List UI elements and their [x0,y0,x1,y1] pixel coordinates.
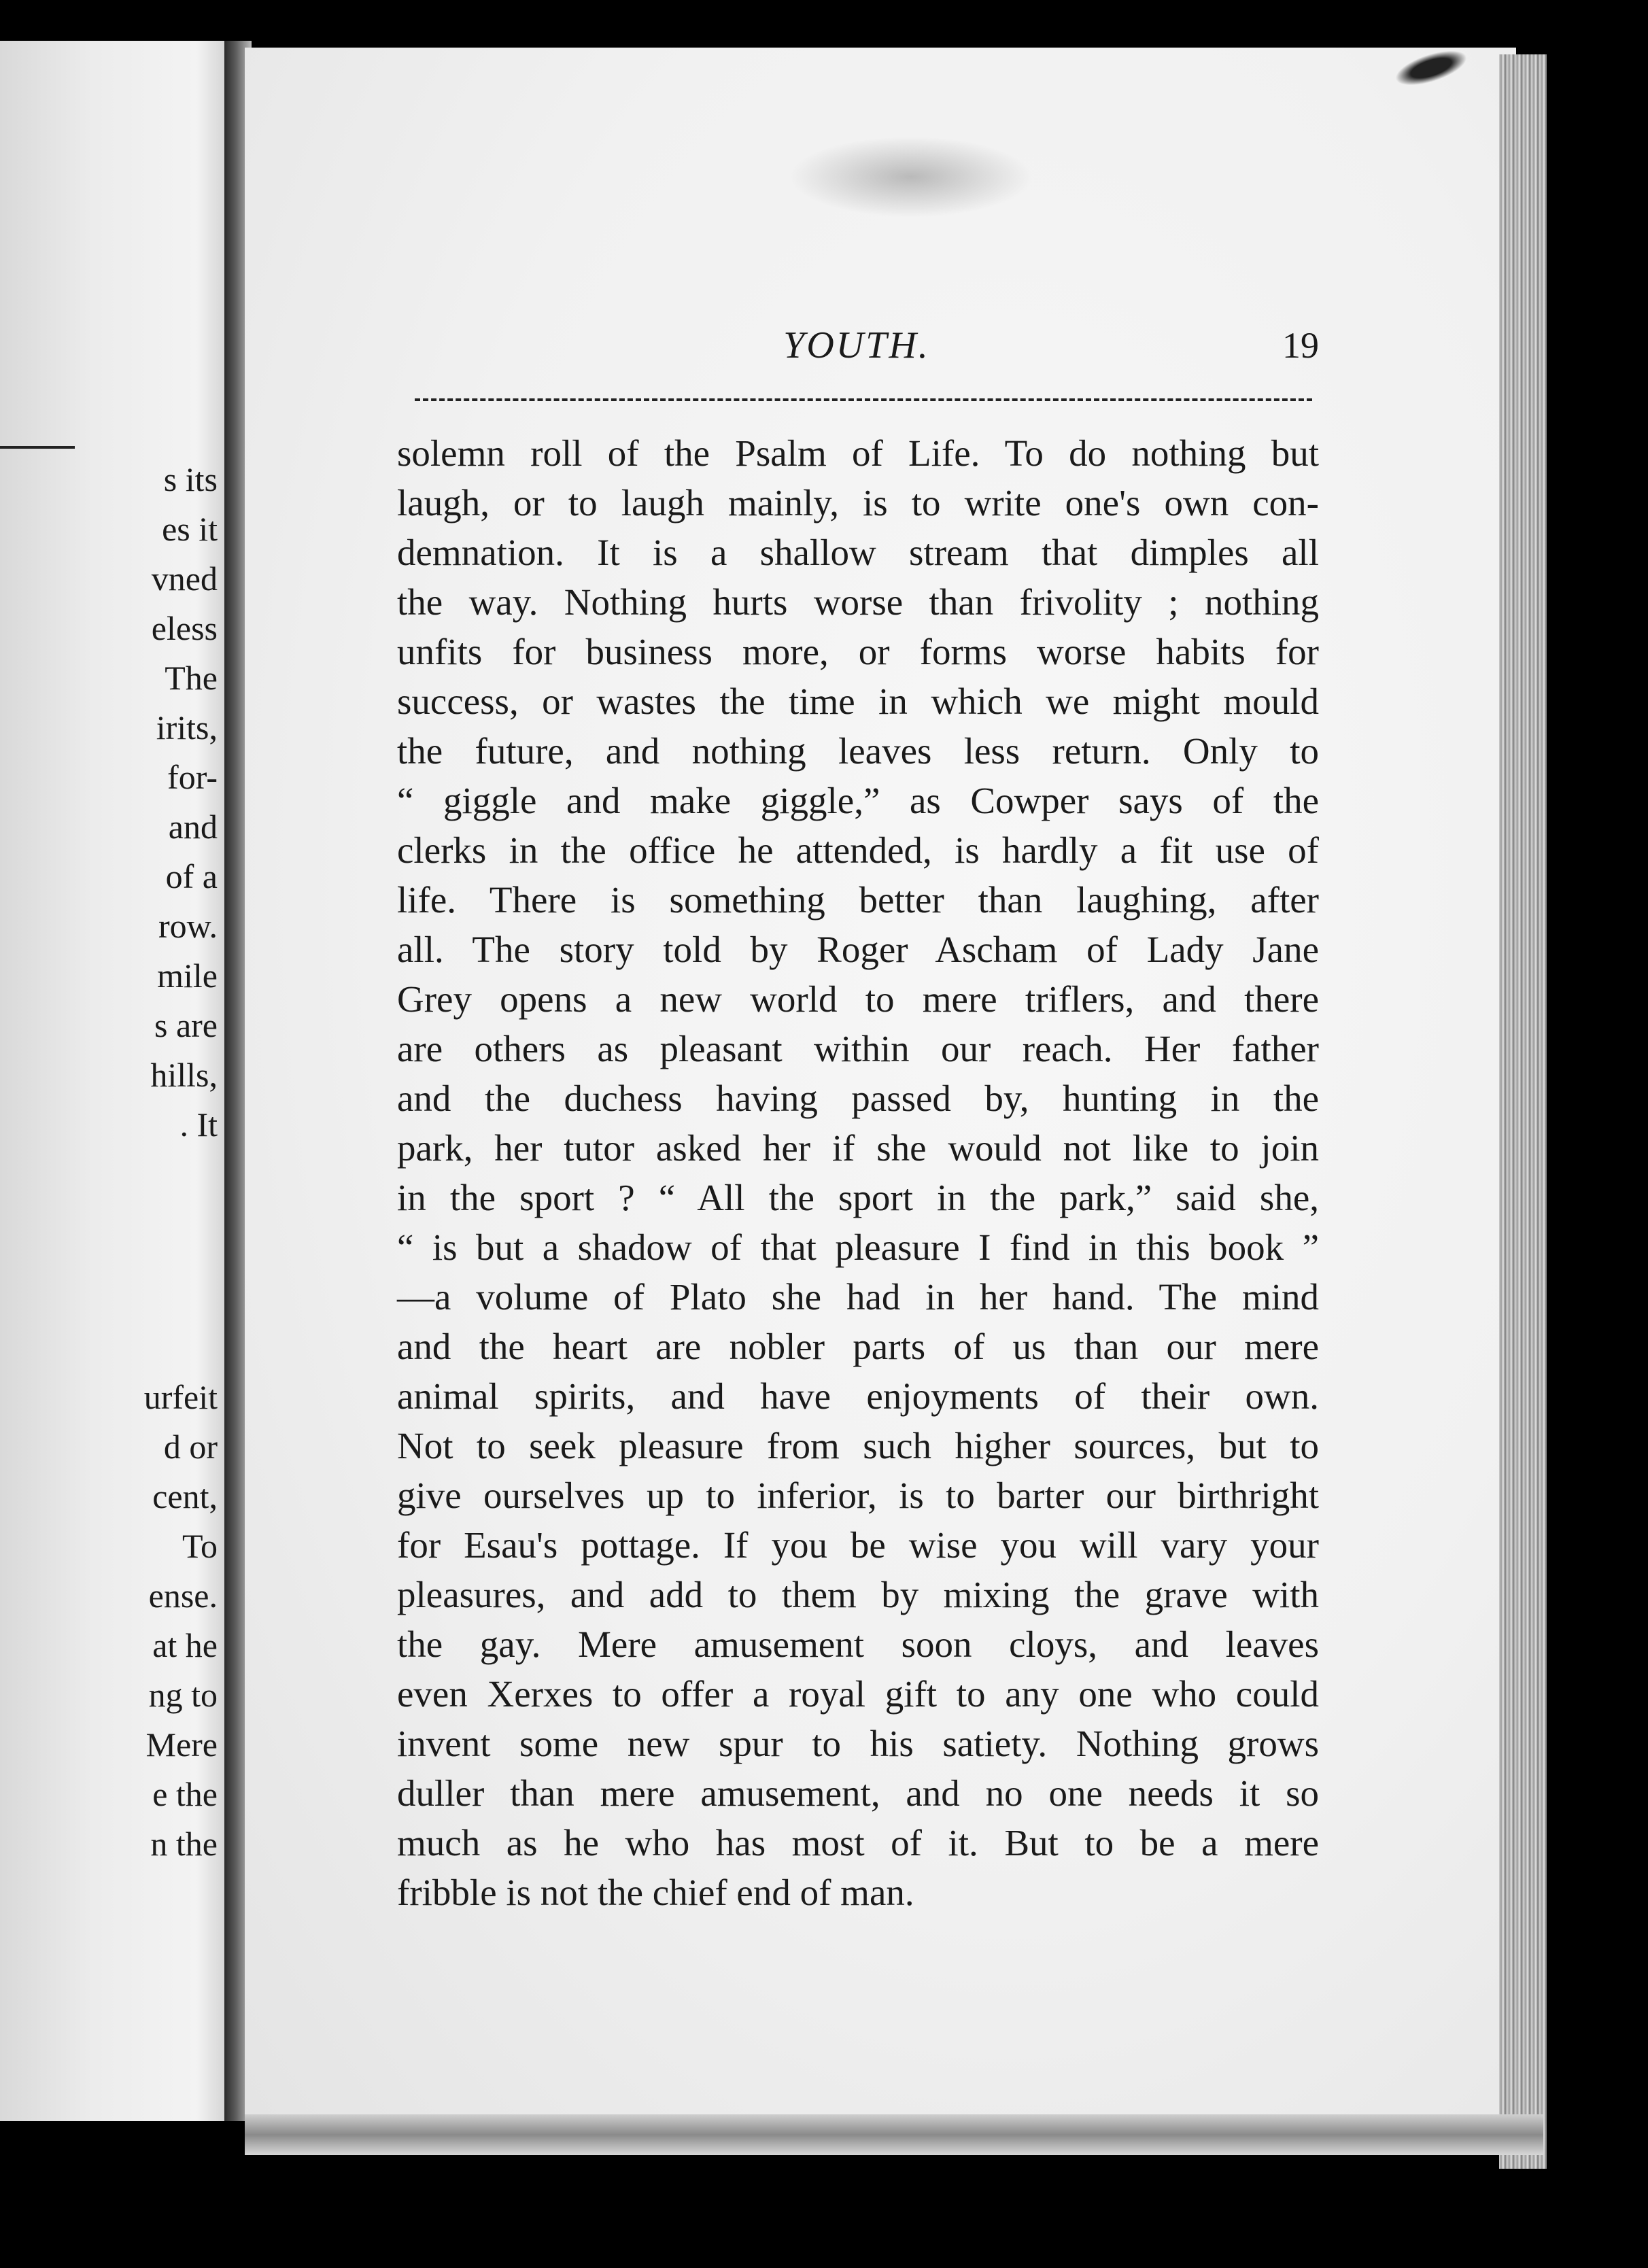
text-line: in the sport ? “ All the sport in the park,” said she, [397,1177,1319,1218]
text-line: Grey opens a new world to mere triflers, and there [397,978,1319,1020]
text-line: all. The story told by Roger Ascham of Lady Jane [397,929,1319,970]
text-line: success, or wastes the time in which we might mould [397,681,1319,722]
facing-page-line: n the [150,1825,218,1863]
text-line: demnation. It is a shallow stream that dimples all [397,532,1319,573]
text-line: for Esau's pottage. If you be wise you will vary your [397,1524,1319,1566]
facing-page-line: d or [163,1428,218,1466]
facing-page-line: . It [179,1105,218,1144]
text-line: even Xerxes to offer a royal gift to any one who could [397,1673,1319,1715]
text-line: solemn roll of the Psalm of Life. To do nothing but [397,432,1319,474]
text-line: Not to seek pleasure from such higher sources, but to [397,1425,1319,1466]
facing-page-line: cent, [152,1477,218,1515]
text-line: much as he who has most of it. But to be a mere [397,1822,1319,1863]
facing-page-line: mile [157,957,218,995]
running-head: YOUTH. [783,324,930,366]
ink-smudge [789,136,1033,218]
facing-page-line: e the [152,1775,218,1813]
facing-page-line: ense. [148,1577,218,1615]
text-line: and the heart are nobler parts of us than our mere [397,1326,1319,1367]
facing-page-line: at he [152,1626,218,1664]
facing-page-line: vned [151,560,218,598]
text-line: “ giggle and make giggle,” as Cowper says of the [397,780,1319,821]
facing-page-line: and [168,808,218,846]
text-line: and the duchess having passed by, hunting in the [397,1078,1319,1119]
facing-page-line: Mere [145,1725,218,1764]
text-line: fribble is not the chief end of man. [397,1872,914,1913]
text-line: the gay. Mere amusement soon cloys, and leaves [397,1623,1319,1665]
header-rule [415,398,1312,401]
facing-page-line: row. [158,907,218,945]
text-line: pleasures, and add to them by mixing the grave with [397,1574,1319,1615]
text-line: the way. Nothing hurts worse than frivolity ; nothing [397,581,1319,623]
facing-page-line: es it [162,510,218,548]
text-line: are others as pleasant within our reach. Her father [397,1028,1319,1069]
facing-page-line: s its [163,460,218,498]
text-line: unfits for business more, or forms worse habits for [397,631,1319,672]
facing-page-line: for- [167,758,218,796]
facing-page-line: To [182,1527,218,1565]
text-line: the future, and nothing leaves less return. Only to [397,730,1319,772]
text-line: “ is but a shadow of that pleasure I find in this book ” [397,1226,1319,1268]
facing-page-line: urfeit [143,1378,218,1416]
page-bottom-edge [245,2114,1543,2155]
facing-page-line: of a [165,857,218,895]
text-line: park, her tutor asked her if she would not like to join [397,1127,1319,1169]
text-line: invent some new spur to his satiety. Nothing grows [397,1723,1319,1764]
body-text [397,428,1319,1917]
facing-page-line: eless [151,609,218,647]
facing-page-line: hills, [150,1056,218,1094]
text-line: —a volume of Plato she had in her hand. The mind [397,1276,1319,1318]
facing-page [0,41,231,2121]
facing-page-line: ng to [148,1676,218,1714]
facing-page-line: The [165,659,218,697]
page-number: 19 [1282,325,1319,366]
facing-page-line: irits, [156,708,218,746]
page-edges [1499,54,1547,2169]
text-line: give ourselves up to inferior, is to barter our birthright [397,1475,1319,1516]
text-line: clerks in the office he attended, is hardly a fit use of [397,829,1319,871]
text-line: duller than mere amusement, and no one needs it so [397,1772,1319,1814]
facing-page-header-rule [0,446,75,449]
text-line: life. There is something better than laughing, after [397,879,1319,921]
facing-page-line: s are [154,1006,218,1044]
text-line: animal spirits, and have enjoyments of their own. [397,1375,1319,1417]
text-line: laugh, or to laugh mainly, is to write one's own con- [397,482,1319,523]
